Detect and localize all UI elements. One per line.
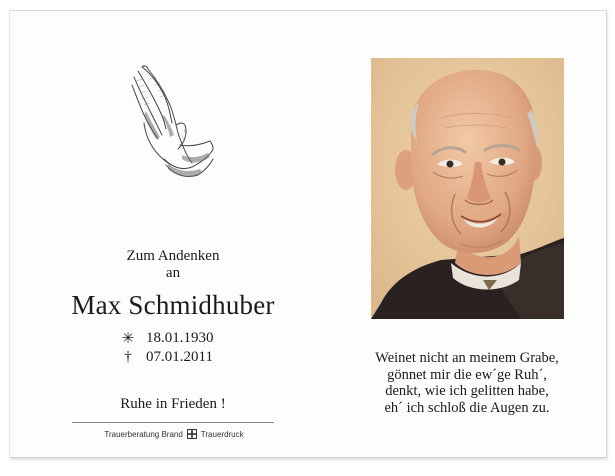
birth-date-row: [120, 329, 214, 347]
printer-footer: [73, 429, 275, 439]
birth-star-icon: ✳: [121, 330, 135, 347]
divider: [72, 422, 274, 423]
death-date: 07.01.2011: [146, 348, 213, 365]
praying-hands-icon: [120, 59, 215, 184]
blessing: Ruhe in Frieden !: [120, 396, 226, 412]
footer-left-text: Trauerberatung Brand: [104, 429, 183, 439]
poem-line-3: denkt, wie ich gelitten habe,: [385, 383, 549, 399]
footer-right-text: Trauerdruck: [200, 429, 244, 439]
portrait-illustration: [371, 58, 564, 319]
intro-line-2: an: [165, 265, 181, 281]
poem-line-1: Weinet nicht an meinem Grabe,: [375, 350, 559, 366]
death-cross-icon: †: [124, 348, 132, 365]
memorial-card: [9, 10, 607, 458]
poem: [359, 350, 575, 416]
portrait-photo: [371, 58, 564, 319]
death-date-row: [120, 348, 213, 366]
cross-logo-icon: [187, 429, 197, 439]
deceased-name: Max Schmidhuber: [71, 290, 275, 320]
birth-date: 18.01.1930: [146, 329, 214, 346]
poem-line-4: eh´ ich schloß die Augen zu.: [384, 399, 550, 416]
poem-line-2: gönnet mir die ew´ge Ruh´,: [387, 366, 547, 383]
intro-line-1: Zum Andenken: [126, 248, 220, 264]
